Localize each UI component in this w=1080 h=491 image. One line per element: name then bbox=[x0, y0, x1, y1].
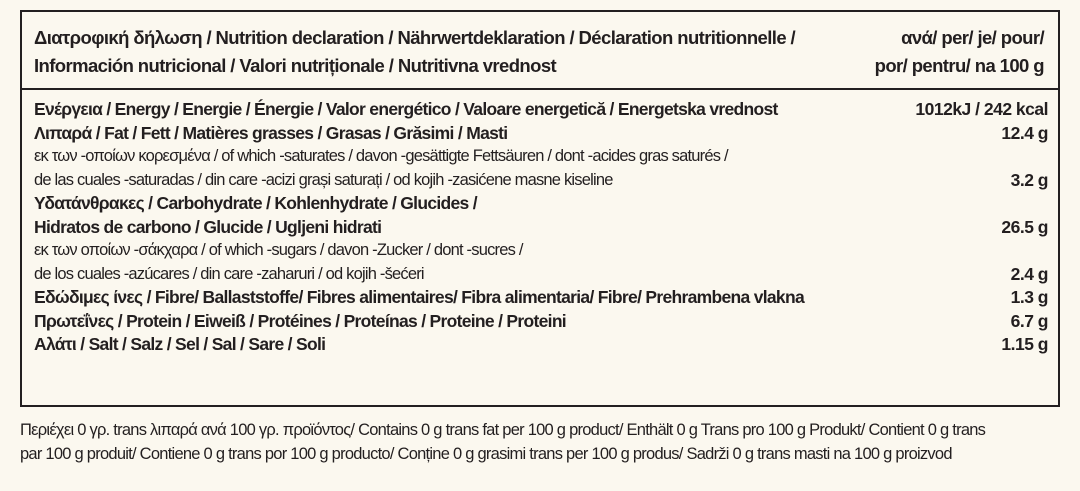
row-value: 1.15 g bbox=[1001, 334, 1048, 354]
row-fat bbox=[34, 122, 1048, 146]
row-label: Αλάτι / Salt / Salz / Sel / Sal / Sare / Soli bbox=[34, 334, 326, 354]
row-saturates bbox=[34, 145, 1048, 192]
row-carbohydrate bbox=[34, 192, 1048, 239]
row-label: εκ των οποίων -σάκχαρα / of which -sugars / davon -Zucker / dont -sucres / de los cuales -azúcares / din care -zaharuri / od kojih -šećeri bbox=[34, 241, 523, 283]
header-title-line-1: Διατροφική δήλωση / Nutrition declaration / Nährwertdeklaration / Déclaration nutritionnelle / bbox=[34, 27, 796, 48]
row-value: 6.7 g bbox=[1010, 310, 1048, 331]
row-value: 3.2 g bbox=[1010, 169, 1048, 190]
header-per-100g bbox=[834, 24, 1044, 80]
row-value: 12.4 g bbox=[1001, 122, 1048, 143]
row-protein bbox=[34, 310, 1048, 334]
row-sugars bbox=[34, 239, 1048, 286]
row-label: Ενέργεια / Energy / Energie / Énergie / Valor energético / Valoare energetică / Energetska vrednost bbox=[34, 99, 778, 119]
row-label: Υδατάνθρακες / Carbohydrate / Kohlenhydrate / Glucides / Hidratos de carbono / Glucide / Ugljeni hidrati bbox=[34, 193, 477, 237]
nutrition-table bbox=[20, 10, 1060, 407]
row-energy bbox=[34, 98, 1048, 122]
trans-fat-note-line-1: Περιέχει 0 γρ. trans λιπαρά ανά 100 γρ. προϊόντος/ Contains 0 g trans fat per 100 g product/ Enthält 0 g Trans pro 100 g Produkt/ Contient 0 g trans bbox=[20, 421, 986, 439]
row-label: Εδώδιμες ίνες / Fibre/ Ballaststoffe/ Fibres alimentaires/ Fibra alimentaria/ Fibre/ Prehrambena vlakna bbox=[34, 287, 804, 307]
row-label: εκ των -οποίων κορεσμένα / of which -saturates / davon -gesättigte Fettsäuren / dont -acides gras saturés / de las cuales -saturadas / din care -acizi grași saturați / od kojih -zasićene masne kiseline bbox=[34, 147, 728, 189]
header-per-line-1: ανά/ per/ je/ pour/ bbox=[901, 27, 1044, 48]
trans-fat-note bbox=[20, 418, 1065, 466]
nutrient-rows bbox=[34, 98, 1048, 357]
row-salt bbox=[34, 333, 1048, 357]
row-label: Πρωτεΐνες / Protein / Eiweiß / Protéines / Proteínas / Proteine / Proteini bbox=[34, 310, 566, 331]
header-title-line-2: Información nutricional / Valori nutriționale / Nutritivna vrednost bbox=[34, 55, 557, 76]
row-value: 26.5 g bbox=[1001, 216, 1048, 237]
table-header bbox=[22, 12, 1058, 90]
row-value: 1.3 g bbox=[1010, 287, 1048, 307]
row-value: 1012kJ / 242 kcal bbox=[915, 99, 1048, 119]
row-fibre bbox=[34, 286, 1048, 310]
header-per-line-2: por/ pentru/ na 100 g bbox=[874, 55, 1044, 76]
row-label: Λιπαρά / Fat / Fett / Matières grasses / Grasas / Grăsimi / Masti bbox=[34, 122, 508, 143]
trans-fat-note-line-2: par 100 g produit/ Contiene 0 g trans por 100 g producto/ Conține 0 g grasimi trans per 100 g produs/ Sadrži 0 g trans masti na 100 g proizvod bbox=[20, 445, 952, 463]
header-title bbox=[34, 24, 854, 80]
row-value: 2.4 g bbox=[1010, 263, 1048, 284]
